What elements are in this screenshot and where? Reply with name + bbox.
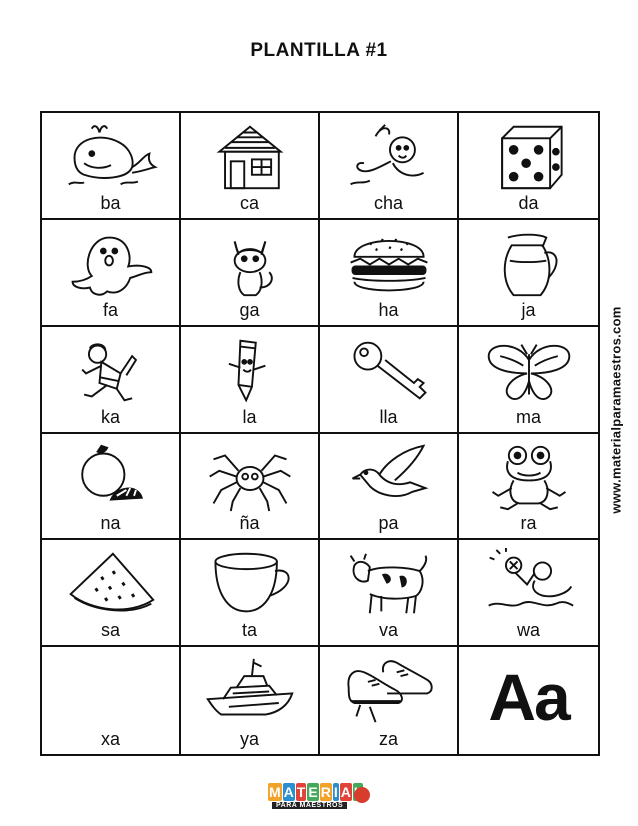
logo-subtitle: PARA MAESTROS <box>272 802 347 809</box>
watermelon-icon <box>63 548 159 620</box>
cell-lla <box>320 327 459 434</box>
cell-xa <box>42 647 181 754</box>
syllable-label: ja <box>521 299 536 320</box>
cell-big-letters <box>459 647 598 754</box>
syllable-label: va <box>378 620 398 641</box>
cow-icon <box>341 548 437 620</box>
syllable-grid <box>40 111 600 756</box>
cat-icon <box>202 228 298 300</box>
whale-icon <box>63 121 159 193</box>
cell-na <box>42 434 181 541</box>
cell-cha <box>320 113 459 220</box>
syllable-label: za <box>378 729 398 749</box>
website-url: www.materialparamaestros.com <box>608 306 624 514</box>
cell-ma <box>459 327 598 434</box>
yacht-icon <box>202 655 298 727</box>
syllable-label: da <box>518 192 539 213</box>
key-icon <box>341 335 437 407</box>
cell-ka <box>42 327 181 434</box>
ghost-icon <box>63 228 159 300</box>
syllable-label: xa <box>100 729 120 749</box>
logo-letter: I <box>333 784 338 800</box>
cell-ja <box>459 220 598 327</box>
syllable-label: ya <box>239 729 259 749</box>
syllable-label: lla <box>379 406 398 427</box>
page-title: PLANTILLA #1 <box>250 40 388 61</box>
house-icon <box>202 121 298 193</box>
syllable-label: ña <box>239 513 260 534</box>
cell-pa <box>320 434 459 541</box>
cell-ga <box>181 220 320 327</box>
karate-kid-icon <box>63 335 159 407</box>
material-para-maestros-logo <box>268 783 372 813</box>
logo-letter: T <box>296 784 306 800</box>
water-polo-icon <box>481 548 577 620</box>
dice-icon <box>481 121 577 193</box>
cell-va <box>320 540 459 647</box>
orange-icon <box>63 442 159 514</box>
syllable-label: fa <box>102 299 118 320</box>
cell-la <box>181 327 320 434</box>
cell-ta <box>181 540 320 647</box>
syllable-label: cha <box>373 192 404 213</box>
cell-ba <box>42 113 181 220</box>
cell-ca <box>181 113 320 220</box>
syllable-label: ga <box>239 299 260 320</box>
syllable-label: ta <box>241 620 257 641</box>
cell-za <box>320 647 459 754</box>
logo-letter: A <box>340 784 351 800</box>
spider-icon <box>202 442 298 514</box>
logo-wordmark <box>268 783 364 801</box>
logo-letter: E <box>308 784 318 800</box>
syllable-label: pa <box>378 513 399 534</box>
shoes-icon <box>341 655 437 727</box>
cell-sa <box>42 540 181 647</box>
syllable-label: ca <box>239 192 259 213</box>
syllable-label: wa <box>516 620 540 641</box>
cell-fa <box>42 220 181 327</box>
butterfly-icon <box>481 335 577 407</box>
cell-da <box>459 113 598 220</box>
logo-letter: M <box>269 784 281 800</box>
syllable-label: la <box>242 406 257 427</box>
syllable-label: ka <box>100 406 120 427</box>
cup-icon <box>202 548 298 620</box>
logo-letter: R <box>320 784 331 800</box>
syllable-label: sa <box>100 620 120 641</box>
apple-icon <box>354 787 370 803</box>
cell-wa <box>459 540 598 647</box>
logo-letter: A <box>283 784 294 800</box>
dove-icon <box>341 442 437 514</box>
hamburger-icon <box>341 228 437 300</box>
cell-nya <box>181 434 320 541</box>
jug-icon <box>481 228 577 300</box>
cell-ya <box>181 647 320 754</box>
cell-ha <box>320 220 459 327</box>
syllable-label: ma <box>515 406 541 427</box>
syllable-label: na <box>100 513 121 534</box>
syllable-label: ba <box>100 192 121 213</box>
syllable-label: ra <box>520 513 537 534</box>
syllable-label: ha <box>378 299 399 320</box>
cell-ra <box>459 434 598 541</box>
monkey-icon <box>341 121 437 193</box>
frog-icon <box>481 442 577 514</box>
pencil-icon <box>202 335 298 407</box>
big-letters-aa: Aa <box>488 660 569 735</box>
